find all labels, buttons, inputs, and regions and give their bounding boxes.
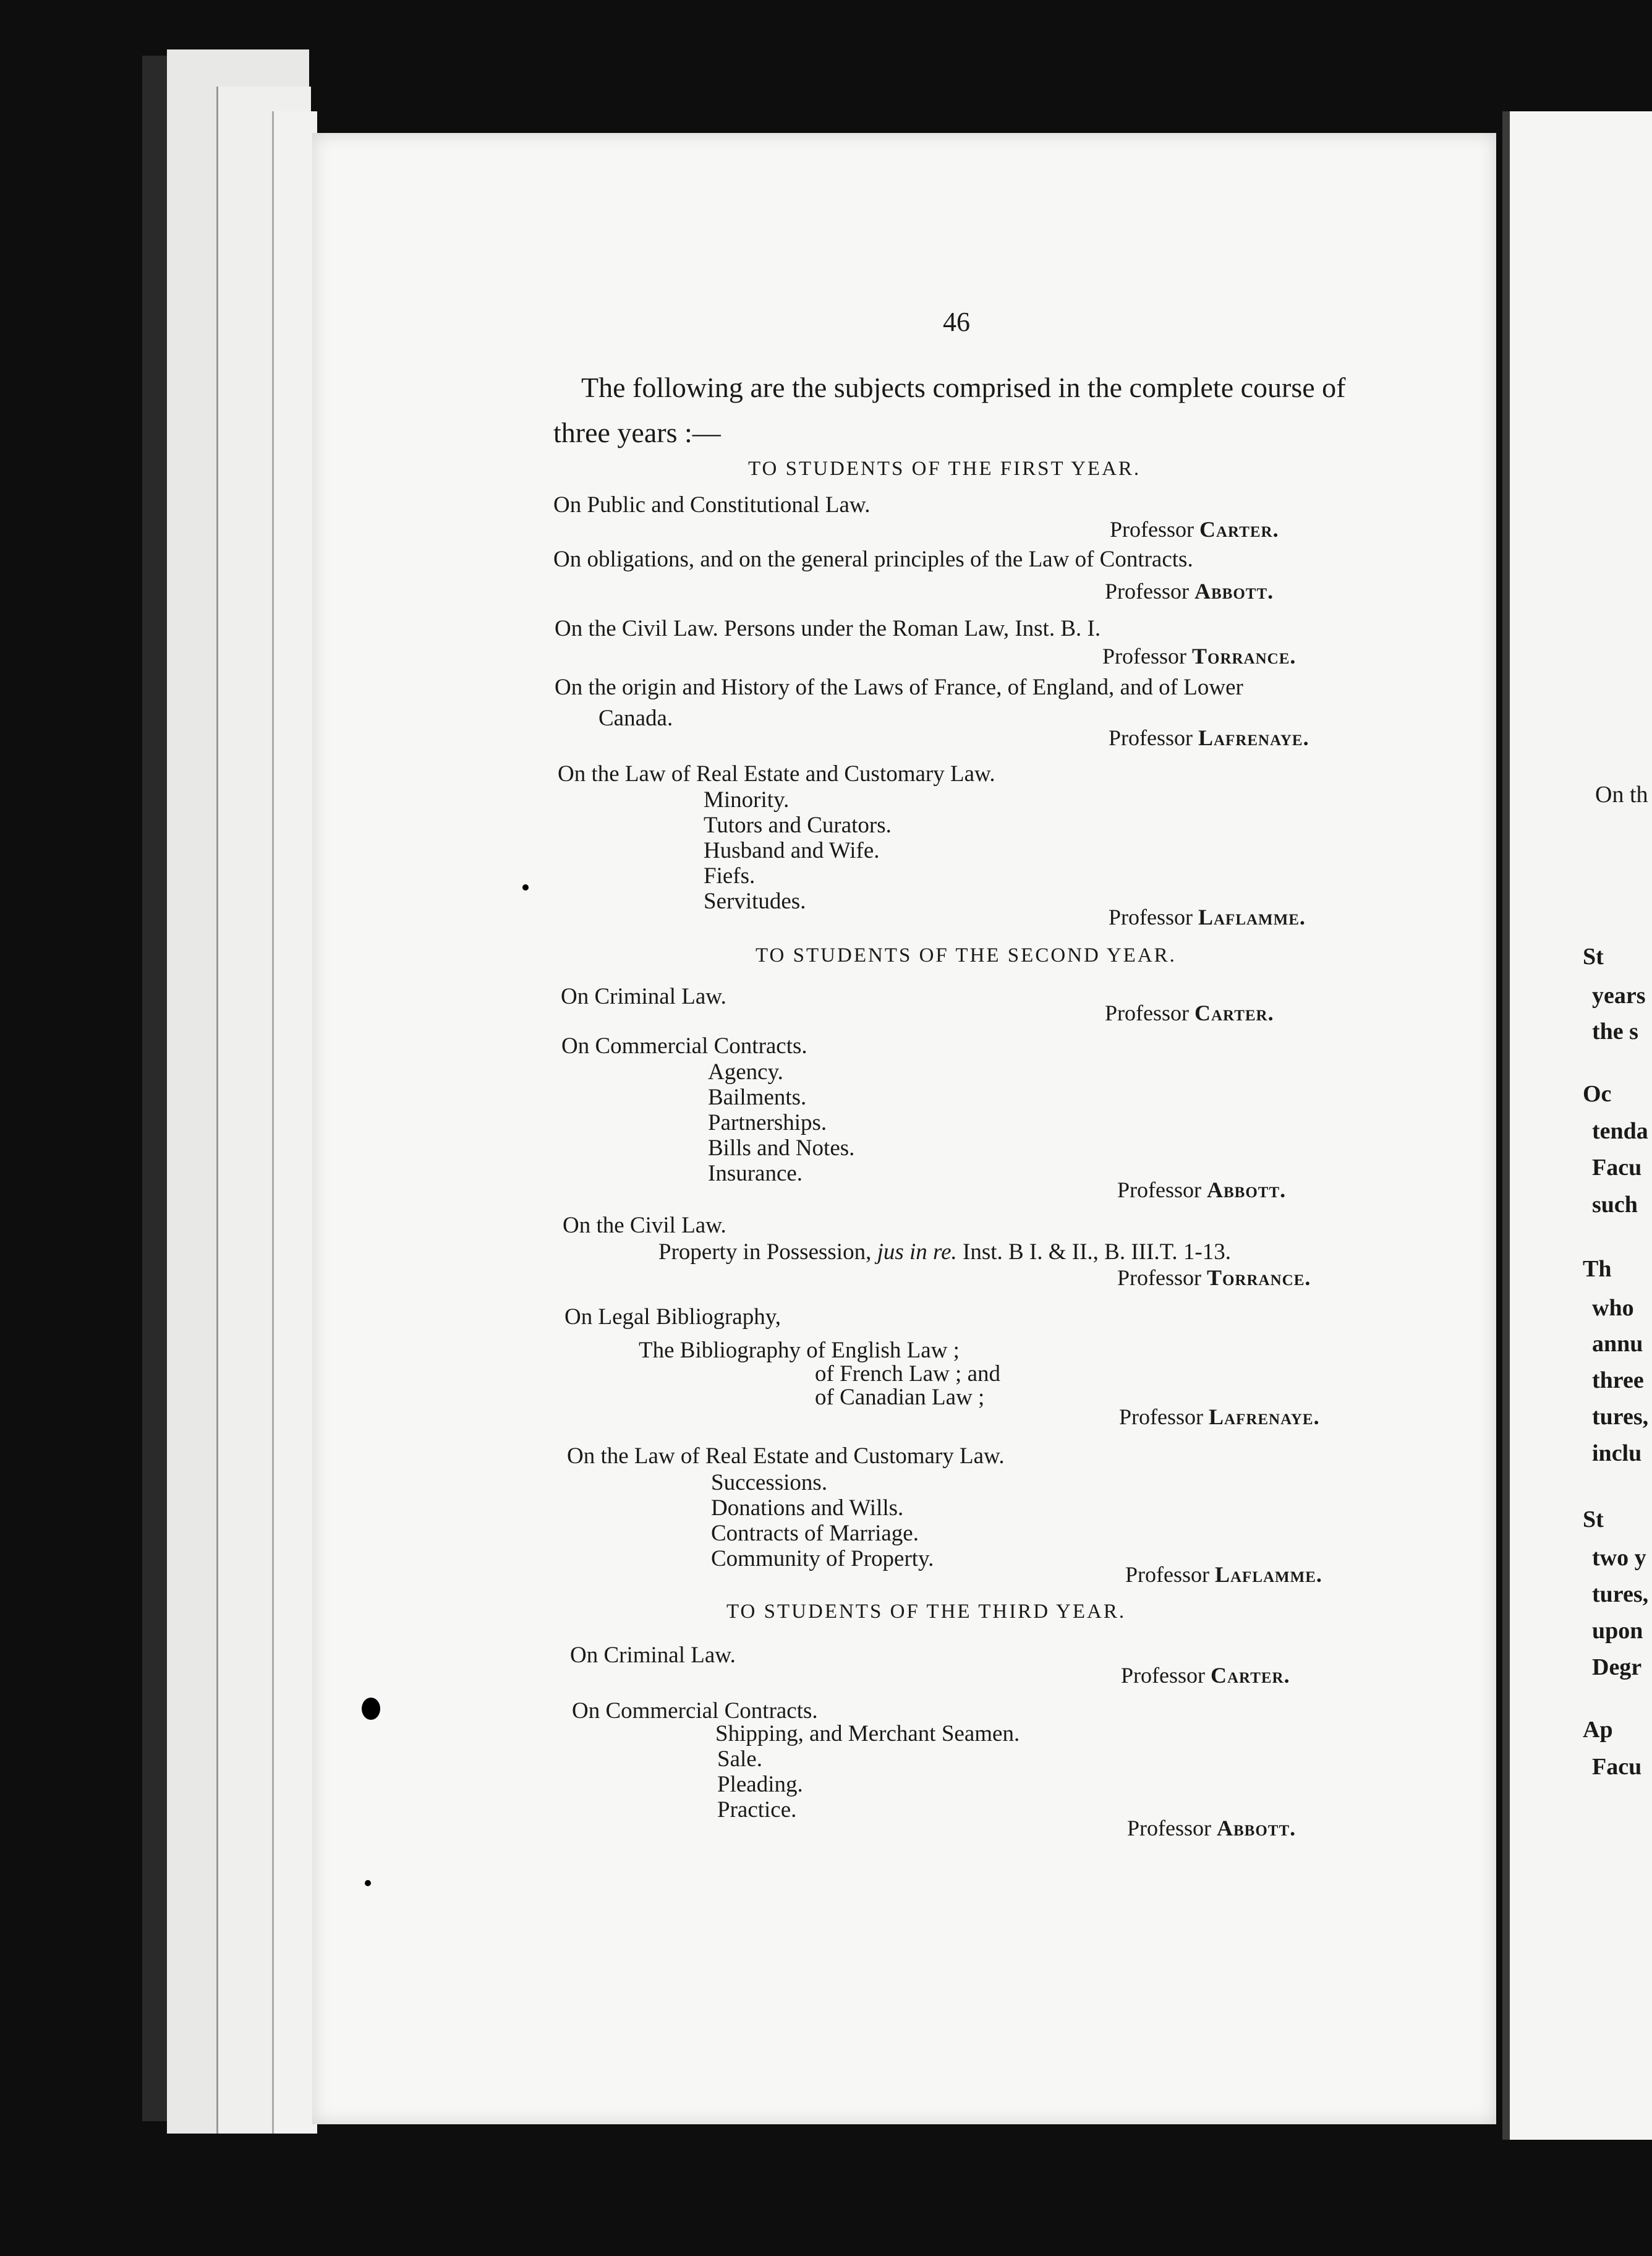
professor-line: Professor Torrance. — [1102, 644, 1296, 669]
intro-line: The following are the subjects comprised in the complete course of — [581, 372, 1346, 403]
list-item: The Bibliography of English Law ; — [639, 1338, 960, 1363]
professor-line: Professor Carter. — [1105, 1001, 1274, 1025]
subject-line: On Criminal Law. — [570, 1643, 736, 1668]
professor-line: Professor Laflamme. — [1109, 905, 1306, 929]
list-item: Bills and Notes. — [708, 1135, 855, 1161]
subject-line: On Commercial Contracts. — [561, 1033, 807, 1059]
page-number: 46 — [943, 307, 970, 337]
section-heading-second-year: TO STUDENTS OF THE SECOND YEAR. — [756, 944, 1177, 967]
list-item: of French Law ; and — [815, 1361, 1001, 1386]
ink-spot — [362, 1698, 380, 1720]
ink-spot — [522, 884, 529, 891]
list-item: Practice. — [717, 1797, 797, 1822]
professor-line: Professor Lafrenaye. — [1109, 725, 1309, 750]
subject-line: On Public and Constitutional Law. — [553, 492, 871, 518]
subject-line: On Commercial Contracts. — [572, 1698, 818, 1724]
right-page-text: Th — [1583, 1256, 1612, 1282]
subject-line: On Legal Bibliography, — [564, 1304, 781, 1330]
list-item: Community of Property. — [711, 1546, 934, 1571]
right-page-text: inclu — [1592, 1440, 1642, 1466]
right-page-text: Oc — [1583, 1081, 1612, 1107]
right-page-text: who — [1592, 1295, 1634, 1321]
list-item: Successions. — [711, 1470, 828, 1495]
subject-line: On the Law of Real Estate and Customary Law. — [558, 761, 995, 787]
section-heading-third-year: TO STUDENTS OF THE THIRD YEAR. — [726, 1600, 1126, 1623]
subject-line: On the Civil Law. Persons under the Roman Law, Inst. B. I. — [555, 616, 1101, 641]
right-page-text: St — [1583, 944, 1604, 970]
right-page-text: tures, — [1592, 1404, 1649, 1430]
right-page-text: Ap — [1583, 1717, 1613, 1743]
professor-line: Professor Lafrenaye. — [1119, 1404, 1320, 1429]
right-page-text: On th — [1595, 782, 1648, 808]
list-item: Insurance. — [708, 1161, 803, 1186]
list-item: Donations and Wills. — [711, 1495, 904, 1521]
professor-line: Professor Carter. — [1110, 517, 1279, 542]
list-item: Husband and Wife. — [704, 838, 880, 863]
list-item: of Canadian Law ; — [815, 1385, 985, 1410]
left-page — [312, 133, 1496, 2124]
subject-detail: Property in Possession, jus in re. Inst. B I. & II., B. III.T. 1-13. — [658, 1239, 1231, 1265]
right-page-text: the s — [1592, 1019, 1638, 1045]
ink-spot — [365, 1880, 371, 1886]
list-item: Servitudes. — [704, 889, 806, 914]
subject-line: On the Civil Law. — [563, 1213, 726, 1238]
list-item: Tutors and Curators. — [704, 813, 892, 838]
intro-line: three years :— — [553, 417, 721, 448]
right-page-text: such — [1592, 1192, 1638, 1218]
professor-line: Professor Laflamme. — [1125, 1562, 1322, 1587]
professor-line: Professor Abbott. — [1127, 1816, 1296, 1840]
list-item: Pleading. — [717, 1772, 803, 1797]
right-page-text: two y — [1592, 1545, 1646, 1571]
page-edge — [272, 111, 317, 2134]
professor-line: Professor Torrance. — [1117, 1265, 1311, 1290]
subject-line: On the origin and History of the Laws of France, of England, and of Lower — [555, 675, 1243, 700]
subject-line: On obligations, and on the general principles of the Law of Contracts. — [553, 547, 1193, 572]
right-page-text: Degr — [1592, 1654, 1642, 1680]
right-page-text: three — [1592, 1367, 1644, 1393]
list-item: Minority. — [704, 787, 790, 813]
professor-line: Professor Abbott. — [1105, 579, 1274, 604]
right-page-text: years — [1592, 983, 1646, 1009]
right-page-text: Facu — [1592, 1754, 1642, 1780]
list-item: Contracts of Marriage. — [711, 1521, 919, 1546]
list-item: Shipping, and Merchant Seamen. — [715, 1721, 1020, 1746]
section-heading-first-year: TO STUDENTS OF THE FIRST YEAR. — [748, 458, 1141, 480]
list-item: Fiefs. — [704, 863, 756, 889]
subject-line: On Criminal Law. — [561, 984, 726, 1009]
right-page-text: Facu — [1592, 1155, 1642, 1181]
list-item: Bailments. — [708, 1085, 807, 1110]
right-page-text: annu — [1592, 1331, 1643, 1357]
list-item: Partnerships. — [708, 1110, 827, 1135]
right-page-text: upon — [1592, 1618, 1643, 1644]
subject-line: On the Law of Real Estate and Customary Law. — [567, 1443, 1005, 1469]
right-page-text: St — [1583, 1506, 1604, 1532]
subject-line: Canada. — [598, 706, 673, 731]
professor-line: Professor Abbott. — [1117, 1177, 1287, 1202]
professor-line: Professor Carter. — [1121, 1663, 1290, 1688]
right-page-text: tures, — [1592, 1581, 1649, 1607]
right-page-text: tenda — [1592, 1118, 1648, 1144]
list-item: Agency. — [708, 1059, 783, 1085]
list-item: Sale. — [717, 1746, 762, 1772]
